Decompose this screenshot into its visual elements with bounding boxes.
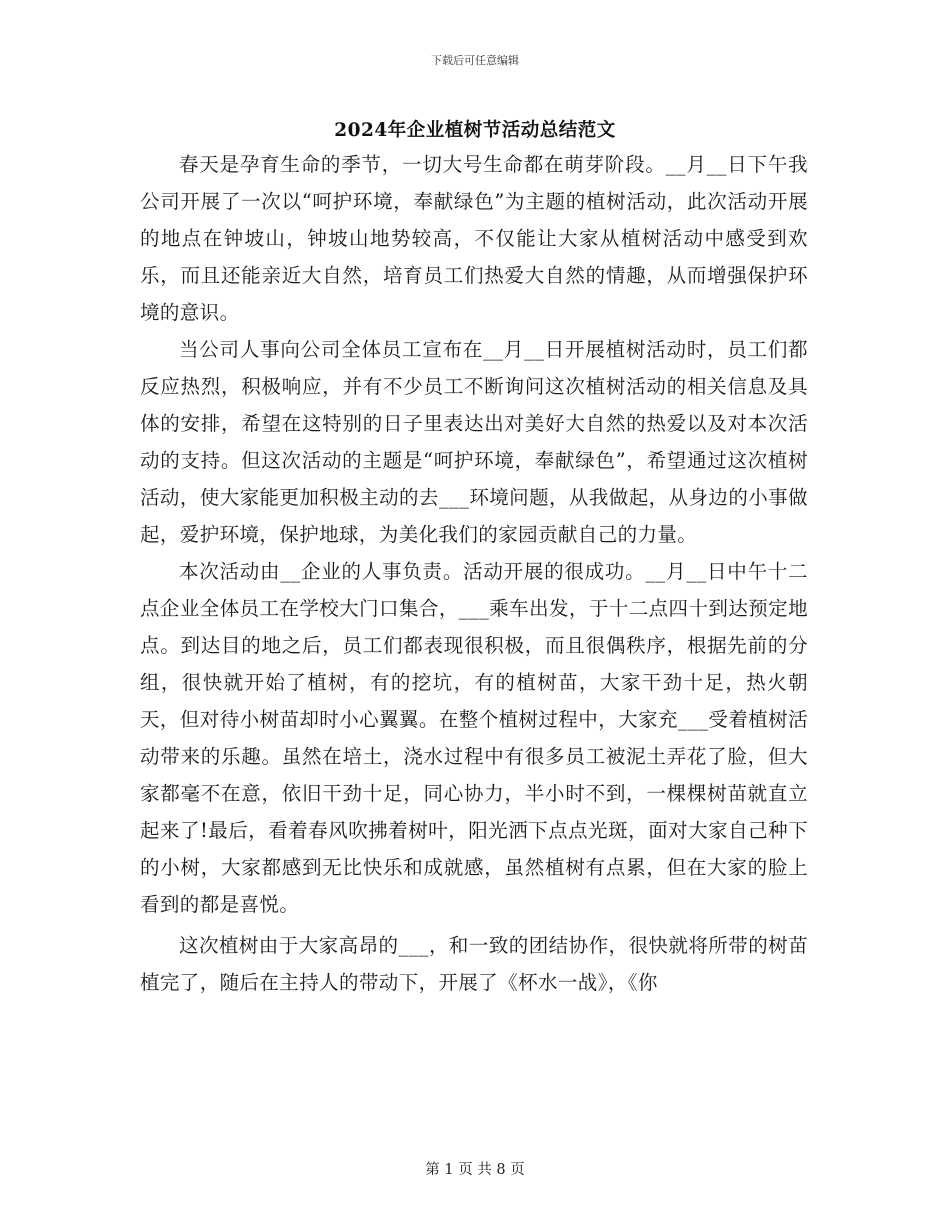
paragraph-1: 春天是孕育生命的季节，一切大号生命都在萌芽阶段。__月__日下午我公司开展了一次以“呵护环境，奉献绿色”为主题的植树活动，此次活动开展的地点在钟坡山，钟坡山地势较高，不仅能让大家从植树活动中感受到欢乐，而且还能亲近大自然，培育员工们热爱大自然的情趣，从而增强保护环境的意识。: [140, 153, 808, 324]
paragraph-4: 这次植树由于大家高昂的___，和一致的团结协作，很快就将所带的树苗植完了，随后在主持人的带动下，开展了《杯水一战》，《你: [140, 934, 808, 994]
header-note: 下载后可任意编辑: [431, 54, 519, 67]
document-body: [140, 146, 808, 1001]
paragraph-3: 本次活动由__企业的人事负责。活动开展的很成功。__月__日中午十二点企业全体员工在学校大门口集合，___乘车出发，于十二点四十到达预定地点。到达目的地之后，员工们都表现很积极，而且很偶秩序，根据先前的分组，很快就开始了植树，有的挖坑，有的植树苗，大家干劲十足，热火朝天，但对待小树苗却时小心翼翼。在整个植树过程中，大家充___受着植树活动带来的乐趣。虽然在培土，浇水过程中有很多员工被泥土弄花了脸，但大家都毫不在意，依旧干劲十足，同心协力，半小时不到，一棵棵树苗就直立起来了!最后，看着春风吹拂着树叶，阳光洒下点点光斑，面对大家自己种下的小树，大家都感到无比快乐和成就感，虽然植树有点累，但在大家的脸上看到的都是喜悦。: [140, 560, 808, 916]
page-number-footer: 第 1 页 共 8 页: [425, 1162, 525, 1178]
paragraph-2: 当公司人事向公司全体员工宣布在__月__日开展植树活动时，员工们都反应热烈，积极响应，并有不少员工不断询问这次植树活动的相关信息及具体的安排，希望在这特别的日子里表达出对美好大自然的热爱以及对本次活动的支持。但这次活动的主题是“呵护环境，奉献绿色”，希望通过这次植树活动，使大家能更加积极主动的去___环境问题，从我做起，从身边的小事做起，爱护环境，保护地球，为美化我们的家园贡献自己的力量。: [140, 338, 808, 546]
document-title: 2024年企业植树节活动总结范文: [334, 120, 616, 141]
